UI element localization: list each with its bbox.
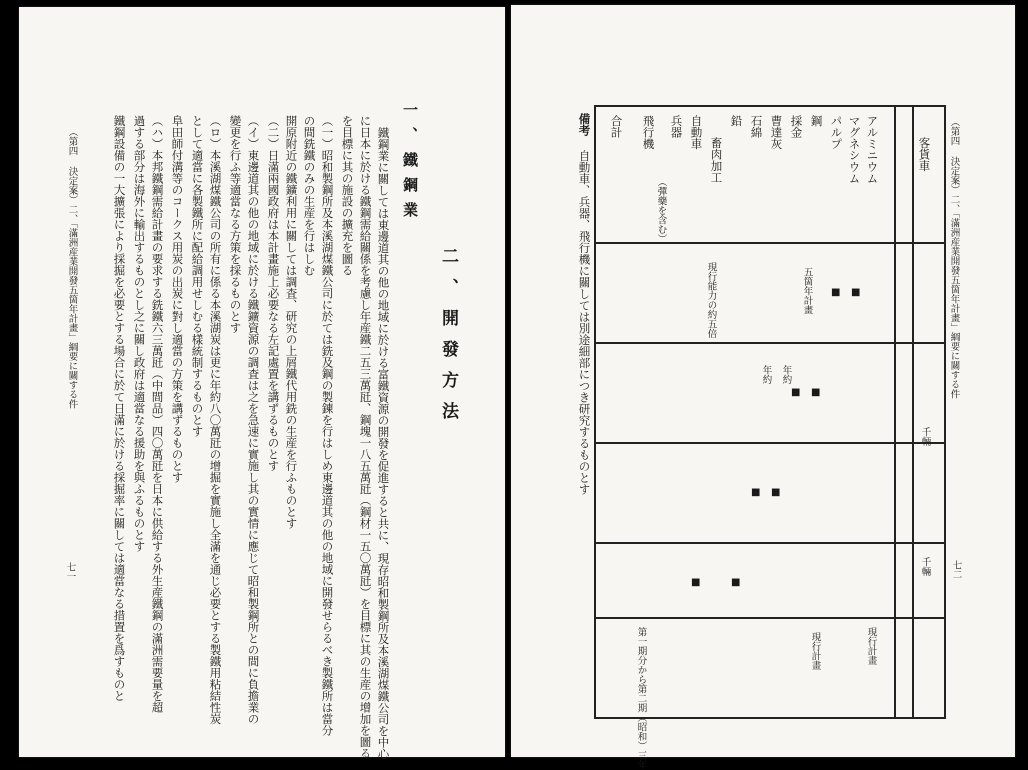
row-label: 鉛 bbox=[729, 115, 744, 127]
paragraph-line: を目標に其の施設の擴充を圖る bbox=[340, 115, 355, 276]
paragraph-line: 阜田師付溝等のコークス用炭の出炭に對し適當の方策を講ずるものとす bbox=[170, 115, 185, 483]
page-number: 七二 bbox=[950, 560, 962, 579]
row-label: 曹達灰 bbox=[769, 115, 784, 150]
paragraph-line: 變更を行ふ等適當なる方策を採るものとす bbox=[228, 115, 243, 334]
heading-steel: 一、鐵鋼業 bbox=[401, 102, 419, 227]
page-number: 七一 bbox=[64, 562, 76, 581]
paragraph-line: 開原附近の鐵鑛利用に關しては調査、研究の上屑鐵代用銑の生産を行ふものとす bbox=[284, 115, 299, 529]
column-header: 年約 bbox=[760, 365, 772, 384]
row-label: 自動車 bbox=[689, 115, 704, 150]
row-label: 客貨車 bbox=[917, 137, 932, 172]
paragraph-line: （一）昭和製鋼所及本溪湖煤鐵公司に於ては銑及鋼の製鍊を行はしめ東邊道其の他の地域に開發せらるべき製鐵所は當分 bbox=[320, 115, 335, 736]
right-page bbox=[511, 5, 1015, 770]
paragraph-line: 鐵鋼業に關しては東邊道其の他の地域に於ける富鐵資源の開發を促進すると共に、現存昭和製鋼所及本溪湖煤鐵公司を中心 bbox=[376, 127, 391, 760]
remarks-cell: 第一期分から第二期（昭和）三年 bbox=[635, 627, 647, 770]
paragraph-line: として適當に各製鐵所に配給調用せしむる樣統制するものとす bbox=[190, 115, 205, 437]
row-label: 合計 bbox=[609, 115, 624, 138]
unit-label: 千輛 bbox=[919, 557, 931, 576]
row-label: アルミニウム bbox=[865, 115, 880, 184]
remarks-cell: 現行計畫 bbox=[865, 627, 877, 665]
unit-label: 千輛 bbox=[919, 427, 931, 446]
row-label: 飛行機 bbox=[641, 115, 656, 150]
row-label: 石綿 bbox=[749, 115, 764, 138]
paragraph-line: （イ）東邊道其の他の地域に於ける鐵鑛資源の調査は之を急速に實施し其の實情に應じて昭和製鋼所との間に負擔業の bbox=[246, 115, 261, 725]
paragraph-line: 鐵鋼設備の一大擴張により採掘を必要とする場合に於て日滿に於ける採掘率に關しては適當なる措置を爲すものと bbox=[112, 115, 127, 702]
row-label: マグネシウム bbox=[847, 115, 862, 184]
remark-text: 自動車、兵器、飛行機に關しては別途細部につき研究するものとす bbox=[577, 150, 592, 495]
paragraph-line: に日本に於ける鐵鋼需給關係を考慮し年産鐵二五三萬瓩、鋼塊一八五萬瓩（鋼材一五〇萬瓩）を目標に其の生産の增加を圖る bbox=[358, 115, 373, 759]
remark-label: 備考 bbox=[577, 113, 592, 136]
row-label: 採金 bbox=[789, 115, 804, 138]
paragraph-line: 過する部分は海外に輸出するものとし之に關し政府は適當なる援助を與ふるものとす bbox=[132, 115, 147, 552]
footer-note: （第四 決定案）二、「滿洲産業開發五箇年計畫」綱要に關する件 bbox=[66, 127, 78, 409]
production-table: 客貨車 アルミニウム マグネシウム パルプ 鋼 採金 曹達灰 石綿 鉛 畜肉加工 自動車 兵器 （彈藥を含む） 飛行機 合計 現行能力の約五倍 五箇年計畫 年約 年約 千輛 千輛 現行計畫 現行計畫 第一期分から第二期（昭和）三年 ■ ■ ■ ■ ■ ■ ■ ■ bbox=[594, 105, 946, 719]
column-header: 五箇年計畫 bbox=[801, 267, 813, 315]
column-header: 年約 bbox=[780, 365, 792, 384]
header-note: （第四 決定案）二、「滿洲産業開發五箇年計畫」綱要に關する件 bbox=[948, 117, 960, 399]
row-label: 兵器 bbox=[669, 115, 684, 138]
section-title: 二、開發方法 bbox=[438, 247, 458, 433]
paragraph-line: （ハ）本邦鐵鋼需給計畫の要求する銑鐵六三萬瓩（中間品）四〇萬瓩を日本に供給する外生産鐵鋼の滿洲需要量を超 bbox=[150, 115, 165, 713]
row-sublabel: （彈藥を含む） bbox=[655, 177, 667, 244]
paragraph-line: （二）日滿兩國政府は本計畫施上必要なる左記處置を講ずるものとす bbox=[266, 115, 281, 472]
left-page bbox=[19, 7, 505, 760]
column-header: 現行能力の約五倍 bbox=[705, 262, 717, 338]
row-label: パルプ bbox=[829, 115, 844, 150]
row-label: 鋼 bbox=[809, 115, 824, 127]
remarks-cell: 現行計畫 bbox=[809, 632, 821, 670]
paragraph-line: の間銑鐵のみの生産を行はしむ bbox=[302, 115, 317, 276]
row-label: 畜肉加工 bbox=[709, 137, 724, 183]
paragraph-line: （ロ）本溪湖煤鐵公司の所有に係る本溪湖炭は更に年約八〇萬瓩の增掘を實施し全滿を通じ必要とする製鐵用粘結性炭 bbox=[208, 115, 223, 725]
